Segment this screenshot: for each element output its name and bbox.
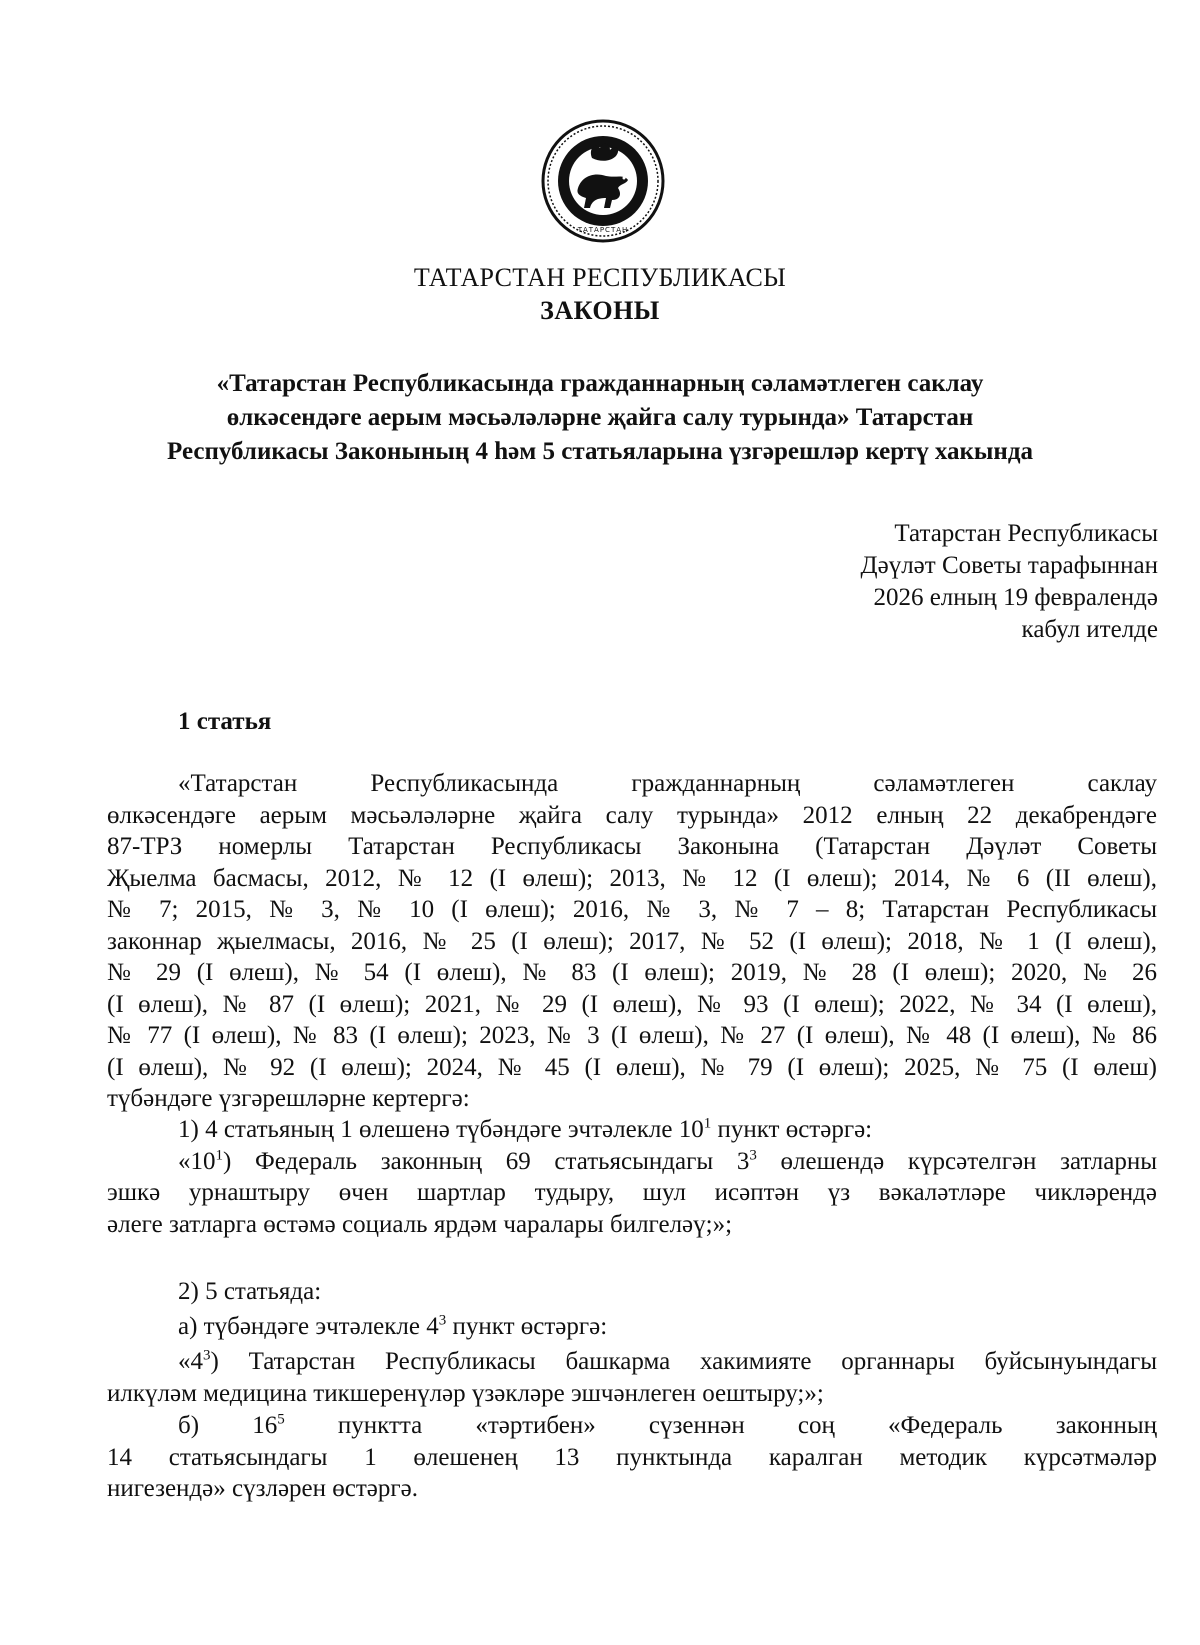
intro-line: законнар җыелмасы, 2016, № 25 (I өлеш); 2017, № 52 (I өлеш); 2018, № 1 (I өлеш), bbox=[107, 927, 1157, 955]
item-2a-line: а) түбәндәге эчтәлекле $4^3$ пункт өстәргә: bbox=[178, 1312, 608, 1340]
adoption-line: кабул ителде bbox=[1021, 616, 1158, 643]
intro-line: түбәндәге үзгәрешләрне кертергә: bbox=[107, 1085, 470, 1112]
item-2b-line: 14 статьясындагы 1 өлешенең 13 пунктында каралган методик күрсәтмәләр bbox=[107, 1443, 1157, 1471]
intro-line: (I өлеш), № 87 (I өлеш); 2021, № 29 (I өлеш), № 93 (I өлеш); 2022, № 34 (I өлеш), bbox=[107, 990, 1157, 1018]
intro-line: № 29 (I өлеш), № 54 (I өлеш), № 83 (I өлеш); 2019, № 28 (I өлеш); 2020, № 26 bbox=[107, 959, 1157, 986]
intro-line: (I өлеш), № 92 (I өлеш); 2024, № 45 (I өлеш), № 79 (I өлеш); 2025, № 75 (I өлеш) bbox=[107, 1053, 1157, 1081]
intro-line: 87-ТРЗ номерлы Татарстан Республикасы Законына (Татарстан Дәүләт Советы bbox=[107, 833, 1157, 860]
emblem-ring-text: ТАТАРСТАН bbox=[577, 226, 629, 234]
item-2a bbox=[107, 1311, 1157, 1343]
item-2a-quote-line: илкүләм медицина тикшеренүләр үзәкләре эшчәнлеген оештыру;»; bbox=[107, 1379, 824, 1407]
item-2a-quote bbox=[107, 1346, 1157, 1409]
republic-name: ТАТАРСТАН РЕСПУБЛИКАСЫ bbox=[413, 263, 787, 292]
law-label: ЗАКОНЫ bbox=[540, 296, 660, 325]
item-1-quote-line: «$10^1$) Федераль законның 69 статьясындагы $3^3$ өлешендә күрсәтелгән затларны bbox=[178, 1147, 1157, 1175]
title-line: өлкәсендәге аерым мәсьәләләрне җайга салу турында» Татарстан bbox=[226, 404, 974, 431]
item-1-quote-line: әлеге затларга өстәмә социаль ярдәм чаралары билгеләү;»; bbox=[107, 1210, 733, 1238]
article-1-intro bbox=[107, 768, 1157, 1115]
intro-line: Җыелма басмасы, 2012, № 12 (I өлеш); 2013, № 12 (I өлеш); 2014, № 6 (II өлеш), bbox=[107, 864, 1157, 892]
intro-line: № 77 (I өлеш), № 83 (I өлеш); 2023, № 3 (I өлеш), № 27 (I өлеш), № 48 (I өлеш), № 86 bbox=[107, 1022, 1157, 1049]
adoption-line: Дәүләт Советы тарафыннан bbox=[860, 552, 1158, 579]
adoption-line: Татарстан Республикасы bbox=[894, 520, 1158, 547]
item-1 bbox=[107, 1114, 1157, 1240]
intro-line: № 7; 2015, № 3, № 10 (I өлеш); 2016, № 3, № 7 – 8; Татарстан Республикасы bbox=[107, 896, 1157, 923]
item-2a-quote-line: «$4^3$) Татарстан Республикасы башкарма хакимияте органнары буйсынуындагы bbox=[178, 1347, 1157, 1375]
article-1-heading: 1 статья bbox=[178, 708, 272, 735]
tatarstan-coat-of-arms-icon bbox=[540, 118, 666, 244]
item-1-line: 1) 4 статьяның 1 өлешенә түбәндәге эчтәлекле $10^1$ пункт өстәргә: bbox=[178, 1115, 873, 1143]
adoption-line: 2026 елның 19 февралендә bbox=[873, 584, 1158, 611]
item-2 bbox=[107, 1276, 1157, 1308]
item-2-line: 2) 5 статьяда: bbox=[178, 1278, 322, 1305]
intro-line: өлкәсендәге аерым мәсьәләләрне җайга салу турында» 2012 елның 22 декабрендәге bbox=[107, 801, 1157, 829]
intro-line: «Татарстан Республикасында гражданнарның сәламәтлеген саклау bbox=[178, 770, 1157, 797]
coat-of-arms-drawing bbox=[540, 118, 666, 244]
item-2b bbox=[107, 1410, 1157, 1505]
title-line: Республикасы Законының 4 һәм 5 статьяларына үзгәрешләр кертү хакында bbox=[167, 438, 1033, 465]
law-title bbox=[100, 367, 1100, 469]
title-line: «Татарстан Республикасында гражданнарның сәламәтлеген саклау bbox=[216, 370, 984, 397]
adoption-note bbox=[861, 518, 1158, 646]
item-1-quote-line: эшкә урнаштыру өчен шартлар тудыру, шул исәптән үз вәкаләтләре чикләрендә bbox=[107, 1179, 1157, 1206]
item-2b-line: б) $16^5$ пунктта «тәртибен» сүзеннән соң «Федераль законның bbox=[178, 1411, 1157, 1439]
item-2b-line: нигезендә» сүзләрен өстәргә. bbox=[107, 1475, 418, 1502]
